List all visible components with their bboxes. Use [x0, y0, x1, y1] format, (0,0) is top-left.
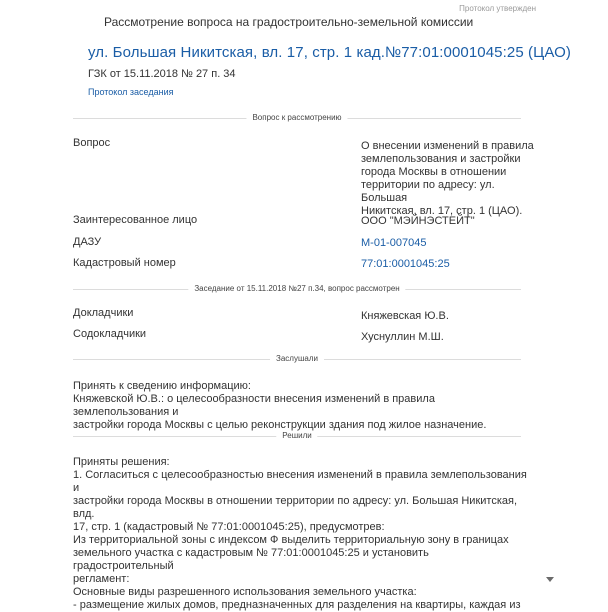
section-label-question: Вопрос к рассмотрению	[246, 113, 347, 122]
question-line: землепользования и застройки	[361, 153, 521, 165]
cospeakers-value: Хуснуллин М.Ш.	[361, 331, 444, 343]
question-line: О внесении изменений в правила	[361, 140, 534, 152]
decided-line: Приняты решения:	[73, 456, 170, 468]
section-divider-meeting	[73, 284, 521, 293]
decided-text	[73, 456, 528, 612]
interested-label: Заинтересованное лицо	[73, 214, 198, 226]
cospeakers-label: Содокладчики	[73, 328, 147, 340]
gzk-reference: ГЗК от 15.11.2018 № 27 п. 34	[88, 68, 236, 80]
decided-line: 1. Согласиться с целесообразностью внесения изменений в правила землепользования и	[73, 469, 527, 494]
cadastral-link[interactable]: 77:01:0001045:25	[361, 258, 450, 270]
decided-line: регламент:	[73, 573, 130, 585]
question-line: Никитская, вл. 17, стр. 1 (ЦАО).	[361, 205, 523, 217]
heard-line: Принять к сведению информацию:	[73, 380, 251, 392]
status-badge: Протокол утвержден	[459, 4, 536, 13]
decided-line: Основные виды разрешенного использования земельного участка:	[73, 586, 417, 598]
decided-line: Из территориальной зоны с индексом Ф выделить территориальную зону в границах	[73, 534, 509, 546]
decided-line: 17, стр. 1 (кадастровый № 77:01:0001045:25), предусмотрев:	[73, 521, 385, 533]
protocol-link[interactable]: Протокол заседания	[88, 87, 174, 97]
section-divider-decided	[73, 431, 521, 440]
dazu-label: ДАЗУ	[73, 236, 102, 248]
speakers-label: Докладчики	[73, 307, 134, 319]
scroll-down-arrow-icon[interactable]	[546, 577, 554, 582]
section-label-heard: Заслушали	[270, 354, 324, 363]
interested-value: ООО "МЭЙНЭСТЕЙТ"	[361, 215, 475, 227]
dazu-link[interactable]: М-01-007045	[361, 237, 427, 249]
decided-line: земельного участка с кадастровым № 77:01:0001045:25 и установить градостроительный	[73, 547, 429, 572]
heard-text	[73, 380, 528, 432]
question-label: Вопрос	[73, 137, 111, 149]
section-label-decided: Решили	[276, 431, 317, 440]
question-value	[361, 140, 541, 218]
heard-line: Княжевской Ю.В.: о целесообразности внесения изменений в правила землепользования и	[73, 393, 435, 418]
decided-line: - размещение жилых домов, предназначенных для разделения на квартиры, каждая из	[73, 599, 521, 611]
speakers-value: Княжевская Ю.В.	[361, 310, 449, 322]
page-title: Рассмотрение вопроса на градостроительно-земельной комиссии	[104, 15, 474, 29]
section-divider-question	[73, 113, 521, 122]
cadastral-label: Кадастровый номер	[73, 257, 176, 269]
question-line: территории по адресу: ул. Большая	[361, 179, 495, 204]
section-label-meeting: Заседание от 15.11.2018 №27 п.34, вопрос рассмотрен	[188, 284, 405, 293]
address-title: ул. Большая Никитская, вл. 17, стр. 1 кад.№77:01:0001045:25 (ЦАО)	[88, 44, 571, 61]
question-line: города Москвы в отношении	[361, 166, 507, 178]
heard-line: застройки города Москвы с целью реконструкции здания под жилое назначение.	[73, 419, 487, 431]
decided-line: застройки города Москвы в отношении территории по адресу: ул. Большая Никитская, влд.	[73, 495, 518, 520]
section-divider-heard	[73, 354, 521, 363]
